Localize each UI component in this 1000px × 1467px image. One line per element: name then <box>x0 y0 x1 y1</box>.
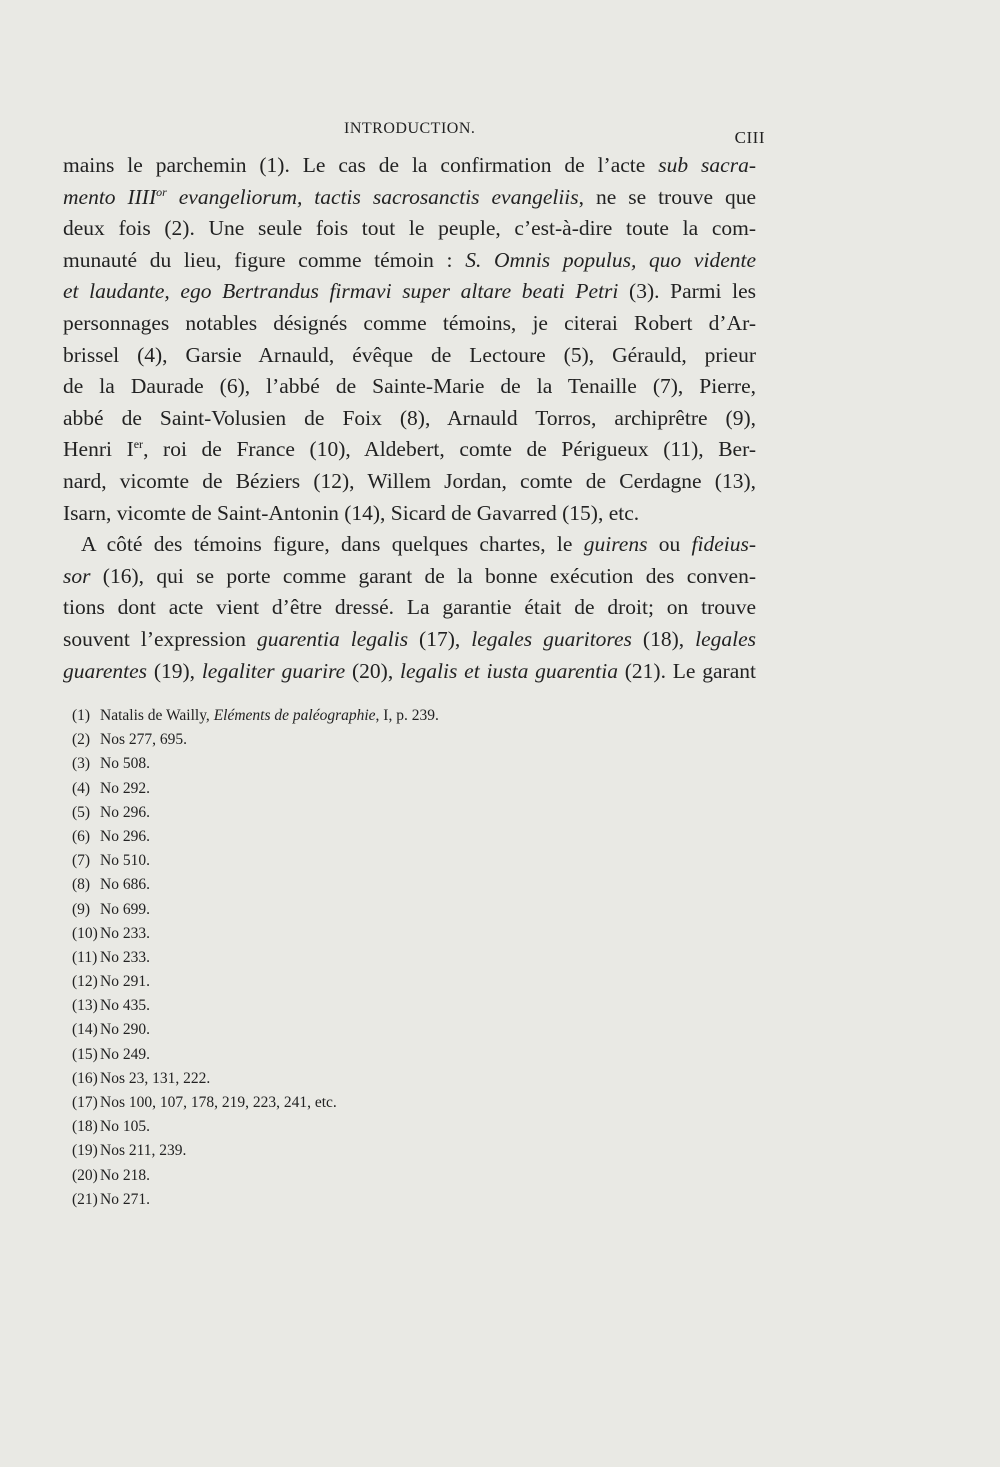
footnote <box>72 825 572 849</box>
footnote-text: Nos 23, 131, 222. <box>100 1069 211 1087</box>
footnote-number: (15) <box>72 1045 98 1063</box>
text-line <box>63 182 756 214</box>
footnote-text: No 510. <box>100 852 150 870</box>
footnote-number: (19) <box>72 1142 98 1160</box>
italic-span: guarentes <box>63 658 147 683</box>
footnote <box>72 801 572 825</box>
text-span: Henri I <box>63 437 134 462</box>
footnote-text: No 271. <box>100 1190 150 1208</box>
text-span: (17), <box>408 626 472 651</box>
italic-span: legales <box>695 626 756 651</box>
footnote-text: No 290. <box>100 1021 150 1039</box>
text-line <box>63 276 756 308</box>
footnote-italic: Eléments de paléographie <box>213 707 376 724</box>
text-line <box>63 150 756 182</box>
footnote <box>72 873 572 897</box>
footnote-number: (10) <box>72 924 98 942</box>
italic-span: legaliter guarire <box>201 658 346 683</box>
footnote <box>72 849 572 873</box>
text-line: Isarn, vicomte de Saint-Antonin (14), Sicard de Gavarred (15), etc. <box>63 500 640 525</box>
footnote-number: (5) <box>72 803 91 821</box>
text-line <box>63 529 756 561</box>
footnote-number: (12) <box>72 973 98 991</box>
footnote-number: (2) <box>72 731 91 749</box>
text-span: ou <box>647 532 692 557</box>
footnote <box>72 728 572 752</box>
italic-span: mento IIII <box>63 184 157 209</box>
text-line <box>63 624 756 656</box>
italic-span: S. Omnis populus, quo vidente <box>465 247 756 272</box>
footnote-number: (21) <box>72 1190 98 1208</box>
text-span: (18), <box>631 626 696 651</box>
footnote-text: No 249. <box>100 1045 150 1063</box>
text-line: tions dont acte vient d’être dressé. La garantie était de droit; on trouve <box>63 595 756 620</box>
footnote-text: No 699. <box>100 900 150 918</box>
text-line: personnages notables désignés comme témoins, je citerai Robert d’Ar- <box>63 310 756 335</box>
text-span: (3). Parmi les <box>618 279 756 304</box>
running-title: INTRODUCTION. <box>344 120 476 137</box>
footnote-number: (4) <box>72 779 91 797</box>
text-span: mains le parchemin (1). Le cas de la confirmation de l’acte <box>63 153 659 177</box>
footnote <box>72 704 572 728</box>
text-span: (16), qui se porte comme garant de la bonne exécution des conven- <box>90 563 756 588</box>
footnote-text: No 233. <box>100 924 150 942</box>
footnote-number: (11) <box>72 948 98 966</box>
footnote-text: No 233. <box>100 948 150 966</box>
footnote <box>72 946 572 970</box>
text-line: abbé de Saint-Volusien de Foix (8), Arnauld Torros, archiprêtre (9), <box>63 405 756 430</box>
footnote <box>72 922 572 946</box>
superscript: er <box>133 437 144 452</box>
footnote-text: No 218. <box>100 1166 150 1184</box>
italic-span: guirens <box>583 532 648 557</box>
footnote-number: (16) <box>72 1069 98 1087</box>
footnote <box>72 1067 572 1091</box>
footnote-text: No 435. <box>100 997 150 1015</box>
text-line: nard, vicomte de Béziers (12), Willem Jordan, comte de Cerdagne (13), <box>63 468 756 493</box>
footnote-text: , I, p. 239. <box>375 707 439 724</box>
footnote <box>72 898 572 922</box>
footnote <box>72 1091 572 1115</box>
page-number: CIII <box>734 128 765 147</box>
italic-span: fideius- <box>691 532 756 557</box>
footnote-number: (7) <box>72 852 91 870</box>
footnote-number: (6) <box>72 827 91 845</box>
footnote <box>72 1188 572 1212</box>
footnote-number: (13) <box>72 997 98 1015</box>
text-span: A côté des témoins figure, dans quelques chartes, le <box>81 532 584 557</box>
italic-span: guarentia legalis <box>256 626 409 651</box>
page-header <box>60 120 765 150</box>
footnote-number: (20) <box>72 1166 98 1184</box>
superscript: or <box>156 184 167 199</box>
footnote-text: Nos 211, 239. <box>100 1142 187 1160</box>
main-text <box>63 150 756 687</box>
footnote <box>72 1018 572 1042</box>
footnote-number: (17) <box>72 1094 98 1111</box>
footnote-number: (9) <box>72 900 91 918</box>
footnotes <box>72 704 572 1212</box>
footnote-text: No 291. <box>100 973 150 991</box>
footnote <box>72 1043 572 1067</box>
footnote <box>72 1164 572 1188</box>
footnote-text: Nos 100, 107, 178, 219, 223, 241, etc. <box>100 1094 337 1111</box>
text-line: brissel (4), Garsie Arnauld, évêque de Lectoure (5), Gérauld, prieur <box>63 342 756 367</box>
italic-span: sor <box>63 563 91 588</box>
text-span: , ne se trouve que <box>578 184 757 209</box>
footnote-number: (18) <box>72 1118 98 1136</box>
text-line <box>63 656 756 688</box>
footnote-text: Nos 277, 695. <box>100 731 187 749</box>
footnote-text: No 508. <box>100 755 150 773</box>
text-line: de la Daurade (6), l’abbé de Sainte-Marie de la Tenaille (7), Pierre, <box>63 374 756 399</box>
italic-span: evangeliorum, tactis sacrosanctis evangeliis <box>166 184 579 209</box>
footnote-number: (8) <box>72 876 91 894</box>
italic-span: sub sacra- <box>658 153 756 177</box>
text-span: munauté du lieu, figure comme témoin : <box>63 247 466 272</box>
italic-span: et laudante, ego Bertrandus firmavi super altare beati Petri <box>63 279 619 304</box>
text-span: (19), <box>147 658 202 683</box>
text-line <box>63 434 756 466</box>
footnote-text: No 296. <box>100 803 150 821</box>
italic-span: legalis et iusta guarentia <box>400 658 618 683</box>
footnote <box>72 1115 572 1139</box>
footnote <box>72 777 572 801</box>
footnote <box>72 970 572 994</box>
text-span: (20), <box>345 658 401 683</box>
footnote <box>72 752 572 776</box>
footnote <box>72 1139 572 1163</box>
text-line: deux fois (2). Une seule fois tout le peuple, c’est-à-dire toute la com- <box>63 216 756 241</box>
footnote-number: (14) <box>72 1021 98 1039</box>
text-span: souvent l’expression <box>63 626 257 651</box>
footnote-text: No 296. <box>100 827 150 845</box>
text-line <box>63 245 756 277</box>
footnote-text: Natalis de Wailly, <box>100 707 214 724</box>
footnote-text: No 105. <box>100 1118 150 1136</box>
footnote-text: No 686. <box>100 876 150 894</box>
text-span: , roi de France (10), Aldebert, comte de Périgueux (11), Ber- <box>143 437 756 462</box>
text-line <box>63 561 756 593</box>
footnote <box>72 994 572 1018</box>
text-span: (21). Le garant <box>617 658 756 683</box>
italic-span: legales guaritores <box>471 626 632 651</box>
footnote-text: No 292. <box>100 779 150 797</box>
footnote-number: (1) <box>72 707 91 724</box>
footnote-number: (3) <box>72 755 91 773</box>
